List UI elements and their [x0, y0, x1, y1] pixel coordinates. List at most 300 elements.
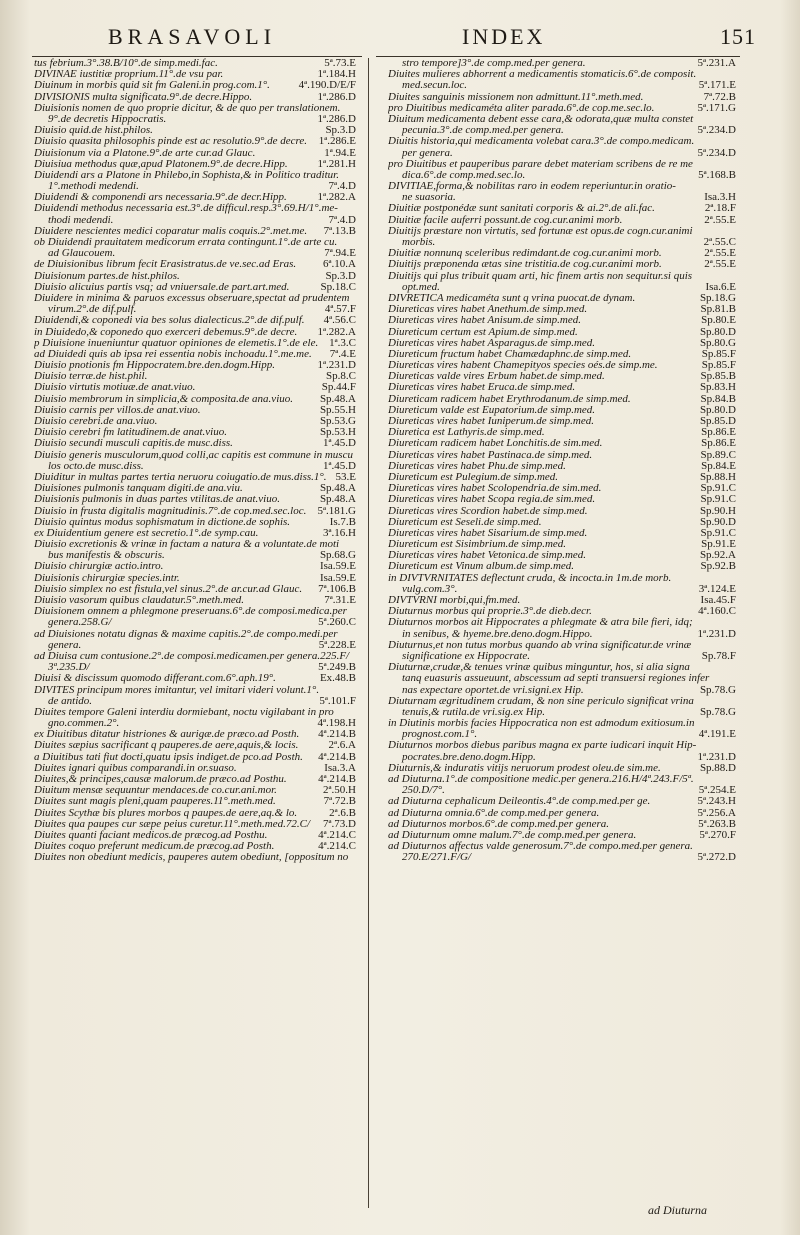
index-entry-text: Diuturnæ,crudæ,& tenues vrinæ quibus minguntur, hos, si alia signa: [388, 662, 690, 674]
index-entry: [34, 662, 356, 673]
index-entry: [388, 215, 736, 226]
index-entry: [388, 360, 736, 371]
index-entry-text: 270.E/271.F/G/: [402, 852, 472, 864]
index-entry: [388, 573, 736, 584]
index-entry-reference: 7ª.94.E: [324, 248, 356, 260]
index-entry-text: Diuidere in minima & paruos excessus obseruare,spectat ad prudentem: [34, 292, 350, 304]
index-entry-reference: 5ª.73.E: [324, 58, 356, 69]
index-entry-reference: 4ª.190.D/E/F: [298, 80, 356, 92]
index-entry: [34, 438, 356, 449]
index-entry-text: Diureticum est Pulegium.de simp.med.: [388, 471, 559, 483]
index-entry-text: Diuites qua paupes cur sæpe peius curetur.11°.meth.med.72.C/: [34, 818, 311, 830]
index-entry: [388, 304, 736, 315]
index-entry-text: 1°.methodi medendi.: [48, 181, 139, 193]
index-entry-reference: 7ª.73.D: [323, 818, 356, 830]
index-entry: [388, 450, 736, 461]
index-entry: [388, 58, 736, 69]
index-entry-text: Diuisio secundi musculi capitis.de musc.diss.: [34, 438, 233, 450]
index-entry: [388, 427, 736, 438]
index-entry-text: pro Diuitibus et pauperibus parare debet materiam scribens de re me: [388, 158, 693, 170]
index-entry: [34, 629, 356, 640]
index-entry-text: Diuisio quasita philosophis pinde est ac resolutio.9°.de decre.: [34, 136, 308, 148]
index-entry-reference: 7ª.106.B: [318, 583, 356, 595]
index-entry-reference: 4ª.56.C: [323, 315, 356, 327]
index-entry: [388, 248, 736, 259]
index-entry: [388, 774, 736, 785]
index-entry-text: Diuturnos morbos ait Hippocrates a phlegmate & atra bile fieri, idq;: [388, 617, 693, 629]
index-entry: [388, 382, 736, 393]
index-entry-reference: 7ª.13.B: [323, 225, 356, 237]
index-entry-text: Diuites Scythæ bis plures morbos q paupes.de aere,aq.& lo.: [34, 807, 298, 819]
index-entry-reference: Isa.59.E: [319, 561, 356, 573]
index-entry: [388, 539, 736, 550]
index-entry-text: Diuisio excretionis & vrinæ in factam a natura & a voluntate.de moti: [34, 539, 340, 551]
index-entry-reference: 1ª.282.A: [317, 326, 356, 338]
index-entry-text: ad Diuturna.1°.de compositione medic.per genera.216.H/4ª.243.F/5ª.: [388, 774, 694, 785]
index-entry: [388, 494, 736, 505]
index-entry-text: a Diuitibus tati fiut docti,quatu ipsis indiget.de pco.ad Posth.: [34, 751, 303, 763]
index-entry-reference: 4ª.198.H: [317, 718, 356, 730]
index-entry-text: Diureticas vires habet Asparagus.de simp.med.: [388, 337, 596, 349]
index-entry: [34, 315, 356, 326]
right-running-title: INDEX: [462, 24, 546, 49]
index-entry: [388, 517, 736, 528]
index-entry-text: Diureticum est Vinum album.de simp.med.: [388, 561, 575, 573]
index-entry: [388, 69, 736, 80]
index-entry: [388, 438, 736, 449]
index-entry: [388, 629, 736, 640]
index-entry-text: de antido.: [48, 695, 92, 707]
index-entry-text: Diuitijs præstare non virtutis, sed fortunæ est opus.de cogn.cur.animi: [388, 225, 693, 237]
index-entry-reference: 7ª.31.E: [324, 595, 356, 606]
index-entry: [34, 58, 356, 69]
index-entry-reference: Sp.78.F: [701, 650, 736, 662]
index-entry: [34, 371, 356, 382]
index-entry: [34, 718, 356, 729]
index-entry-text: Diureticas vires habet Sisarium.de simp.med.: [388, 527, 588, 539]
index-entry: [388, 640, 736, 651]
index-entry-text: Diuisi & discissum quomodo differant.com.6°.aph.19°.: [34, 673, 276, 685]
index-entry-reference: Sp.48.A: [319, 393, 356, 405]
index-entry: [388, 282, 736, 293]
index-entry: [34, 237, 356, 248]
index-entry-reference: 5ª.231.A: [697, 58, 736, 69]
index-entry: [34, 606, 356, 617]
index-entry-text: Diuitiæ postponédæ sunt sanitati corporis & ai.2°.de ali.fac.: [388, 203, 655, 215]
index-entry-reference: 5ª.243.H: [697, 796, 736, 808]
index-entry-text: Diuisio chirurgiæ actio.intro.: [34, 561, 164, 573]
index-entry-text: Diuitiæ nonnunq sceleribus redimdant.de cog.cur.animi morb.: [388, 248, 662, 260]
index-entry: [388, 617, 736, 628]
index-entry: [388, 226, 736, 237]
index-entry: [34, 349, 356, 360]
index-entry-text: Diuidendi & componendi ars necessaria.9°.de decr.Hipp.: [34, 192, 287, 204]
index-entry-reference: 2ª.55.C: [703, 237, 736, 248]
index-entry: [34, 517, 356, 528]
index-entry-reference: Sp.91.C: [700, 527, 736, 539]
index-entry-text: pro Diuitibus medicaméta aliter parada.6°.de cop.me.sec.lo.: [388, 102, 655, 114]
index-entry-text: Diureticas vires habet Anethum.de simp.med.: [388, 304, 588, 316]
index-entry: [388, 394, 736, 405]
index-entry: [34, 729, 356, 740]
index-entry-reference: Sp.90.D: [699, 516, 736, 528]
index-entry-text: Diuites non obediunt medicis, pauperes autem obediunt, [oppositum no: [34, 852, 349, 864]
index-entry-text: Diureticum fructum habet Chamædaphnc.de simp.med.: [388, 348, 632, 360]
index-entry-reference: 2ª.18.F: [704, 203, 736, 215]
index-entry-text: Diuidendi ars a Platone in Philebo,in Sophista,& in Politico traditur.: [34, 169, 339, 181]
index-entry-reference: 1ª.45.D: [323, 438, 356, 450]
index-entry-reference: 5ª.181.G: [317, 505, 356, 517]
index-entry-reference: Sp.18.C: [320, 281, 356, 293]
index-entry-reference: Sp.53.H: [319, 427, 356, 439]
index-entry: [388, 707, 736, 718]
index-entry-text: Diuitijs qui plus tribuit quam arti, hic finem artis non sequitur.si quis: [388, 270, 693, 282]
index-entry: [34, 203, 356, 214]
index-entry-text: Diureticum certum est Apium.de simp.med.: [388, 326, 578, 338]
index-entry-text: ad Diuisiones notatu dignas & maxime capitis.2°.de compo.medi.per: [34, 628, 338, 640]
index-entry-reference: Sp.84.E: [701, 460, 736, 472]
index-entry: [388, 315, 736, 326]
index-entry: [388, 293, 736, 304]
index-entry: [388, 662, 736, 673]
index-entry-text: DIVRETICA medicaméta sunt q vrina puocat.de dynam.: [388, 292, 636, 304]
index-entry-reference: 7ª.4.E: [329, 348, 356, 360]
index-entry-text: Diuitum medicamenta debent esse cara,& odorata,quæ multa constet: [388, 113, 694, 125]
index-entry-text: Diureticum est Sisimbrium.de simp.med.: [388, 539, 567, 551]
index-entry: [34, 461, 356, 472]
index-entry-reference: Sp.78.G: [699, 706, 736, 718]
index-entry-reference: Sp.68.G: [319, 550, 356, 562]
index-entry-reference: 1ª.231.D: [697, 751, 736, 763]
index-entry-text: ex Diuitibus ditatur histriones & aurigæ.de præco.ad Posth.: [34, 729, 300, 741]
index-entry-text: ad Diuturnos affectus valde generosum.7°.de compo.med.per genera.: [388, 841, 693, 853]
index-entry: [388, 506, 736, 517]
index-entry-reference: Sp.48.A: [319, 494, 356, 506]
index-entry: [388, 606, 736, 617]
index-entry: [34, 159, 356, 170]
index-entry-reference: 5ª.234.D: [697, 125, 736, 137]
index-entry-reference: 1ª.281.H: [317, 158, 356, 170]
index-entry: [388, 170, 736, 181]
index-entry-text: in Diutinis morbis facies Hippocratica non est admodum exitiosum.in: [388, 718, 695, 730]
index-entry: [34, 651, 356, 662]
index-entry-reference: Sp.91.E: [701, 539, 736, 551]
index-entry-reference: Sp.18.G: [699, 292, 736, 304]
index-entry: [34, 92, 356, 103]
index-entry: [388, 103, 736, 114]
index-entry: [34, 427, 356, 438]
index-entry: [34, 506, 356, 517]
index-entry: [388, 327, 736, 338]
index-entry-text: DIVITES principum mores imitantur, vel imitari videri volunt.1°.: [34, 684, 320, 696]
right-index-column: [388, 58, 736, 864]
index-entry: [388, 584, 736, 595]
index-entry: [388, 80, 736, 91]
index-entry-reference: Sp.86.E: [701, 438, 736, 450]
index-entry-reference: 7ª.4.D: [328, 181, 356, 193]
index-entry: [388, 148, 736, 159]
index-entry: [388, 181, 736, 192]
index-entry-text: vulg.com.3°.: [402, 583, 458, 595]
index-entry-text: Diuites tempore Galeni interdiu dormiebant, noctu vigilabant in pro: [34, 706, 334, 718]
index-entry-reference: 2ª.55.E: [704, 259, 736, 271]
index-entry-text: Diureticas vires habet Eruca.de simp.med.: [388, 382, 576, 394]
index-entry: [388, 483, 736, 494]
index-entry: [388, 338, 736, 349]
index-entry-text: ad Diuturnos morbos.6°.de comp.med.per genera.: [388, 818, 610, 830]
left-index-column: [34, 58, 356, 864]
index-entry-reference: 1ª.45.D: [323, 460, 356, 472]
running-header: [0, 14, 800, 54]
index-entry: [388, 259, 736, 270]
index-entry-text: med.secun.loc.: [402, 80, 468, 92]
index-entry-text: Diuisionum partes.de hist.philos.: [34, 270, 180, 282]
index-entry-text: Diureticas vires habent Chamepityos species oés.de simp.me.: [388, 360, 658, 372]
index-entry-text: Diureticas vires habet Scolopendria.de sim.med.: [388, 483, 602, 495]
index-entry: [388, 371, 736, 382]
index-entry: [388, 159, 736, 170]
index-entry: [388, 729, 736, 740]
index-entry: [34, 785, 356, 796]
index-entry: [388, 841, 736, 852]
index-entry: [34, 170, 356, 181]
index-entry-reference: 5ª.272.D: [697, 852, 736, 864]
index-entry-text: Diuisio alicuius partis vsq; ad vniuersale.de part.art.med.: [34, 281, 290, 293]
index-entry-text: Diureticas vires habet Pastinaca.de simp.med.: [388, 449, 593, 461]
index-entry-reference: 4ª.57.F: [324, 304, 356, 316]
index-entry: [388, 785, 736, 796]
index-entry-text: prognost.com.1°.: [402, 729, 478, 741]
index-entry-text: Diuitis historia,qui medicamenta volebat cara.3°.de compo.medicam.: [388, 136, 695, 148]
index-entry-reference: 4ª.214.B: [318, 729, 356, 741]
index-entry-reference: Is.7.B: [329, 516, 356, 528]
index-entry-text: Diuisionis pulmonis in duas partes vtilitas.de anat.viuo.: [34, 494, 280, 506]
index-entry: [34, 472, 356, 483]
index-entry-reference: 5ª.228.E: [318, 639, 356, 651]
index-entry-reference: Sp.44.F: [321, 382, 356, 394]
index-entry-reference: 4ª.214.B: [318, 751, 356, 763]
index-entry-text: Diureticum valde est Eupatorium.de simp.med.: [388, 404, 596, 416]
index-entry-reference: 5ª.168.B: [698, 169, 736, 181]
index-entry-reference: 5ª.171.G: [697, 102, 736, 114]
index-entry-text: los octo.de musc.diss.: [48, 460, 144, 472]
index-entry: [388, 136, 736, 147]
index-entry-text: DIVINAE iustitiæ proprium.11°.de vsu par.: [34, 69, 224, 81]
index-entry: [34, 80, 356, 91]
index-entry: [34, 573, 356, 584]
index-entry-text: Diuisio pnotionis fm Hippocratem.bre.den.dogm.Hipp.: [34, 360, 275, 372]
index-entry-reference: Sp.3.D: [325, 270, 356, 282]
index-entry: [388, 718, 736, 729]
index-entry: [34, 550, 356, 561]
index-entry-reference: Sp.78.G: [699, 684, 736, 696]
index-entry: [388, 651, 736, 662]
index-entry-text: significatione ex Hippocrate.: [402, 650, 530, 662]
index-entry: [388, 92, 736, 103]
index-entry-reference: 5ª.256.A: [697, 807, 736, 819]
index-entry-reference: Sp.88.H: [699, 471, 736, 483]
left-running-title: BRASAVOLI: [108, 24, 277, 49]
index-entry-reference: Sp.81.B: [700, 304, 736, 316]
header-rule-left: [32, 56, 362, 57]
index-entry-text: Diuisio in frusta digitalis magnitudinis.7°.de cop.med.sec.loc.: [34, 505, 307, 517]
index-entry-text: genera.: [48, 639, 82, 651]
index-entry: [34, 483, 356, 494]
index-entry-text: Diureticam radicem habet Lonchitis.de sim.med.: [388, 438, 603, 450]
index-entry: [388, 550, 736, 561]
index-entry: [34, 539, 356, 550]
index-entry-reference: Sp.3.D: [325, 125, 356, 137]
index-entry-text: 250.D/7°.: [402, 785, 445, 797]
index-entry-reference: 5ª.260.C: [318, 617, 356, 629]
index-entry-text: Diureticas vires habet Phu.de simp.med.: [388, 460, 566, 472]
index-entry-reference: Ex.48.B: [319, 673, 356, 685]
index-entry-text: Diuinum in morbis quid sit fm Galeni.in prog.com.1°.: [34, 80, 270, 92]
index-entry-reference: Sp.8.C: [326, 371, 356, 383]
index-entry-reference: Isa.6.E: [705, 281, 736, 293]
index-entry-text: bus manifestis & obscuris.: [48, 550, 165, 562]
page-number: 151: [720, 24, 756, 49]
index-entry-reference: Sp.85.D: [699, 416, 736, 427]
index-entry-text: tenuis,& rutila.de vri.sig.ex Hip.: [402, 706, 545, 718]
index-entry-text: ad Diuidedi quis ab ipsa rei essentia nobis inchoadu.1°.me.me.: [34, 348, 312, 360]
index-entry-text: ad Glaucouem.: [48, 248, 116, 260]
index-entry: [34, 752, 356, 763]
index-entry-reference: Sp.55.H: [319, 404, 356, 416]
index-entry-text: Diuturnam ægritudinem crudam, & non sine periculo significat vrina: [388, 695, 694, 707]
index-entry-reference: 4ª.214.C: [318, 829, 356, 841]
index-entry-text: Diuiditur in multas partes tertia neruoru coiugatio.de mus.diss.1°.: [34, 471, 327, 483]
index-entry-reference: Sp.48.A: [319, 483, 356, 495]
index-entry-text: in Diuidedo,& coponedo quo exerceri debemus.9°.de decre.: [34, 326, 298, 338]
index-entry-reference: 5ª.254.E: [698, 785, 736, 797]
index-entry-reference: 1ª.286.D: [317, 91, 356, 103]
index-entry-reference: Isa.3.H: [704, 192, 736, 204]
index-entry-text: Diureticas vires habet Vetonica.de simp.med.: [388, 550, 587, 562]
index-entry: [34, 685, 356, 696]
index-entry-text: ne suasoria.: [402, 192, 456, 204]
index-entry-text: Diuisio vasorum quibus claudatur.5°.meth.med.: [34, 595, 245, 606]
index-entry: [34, 673, 356, 684]
index-entry: [34, 819, 356, 830]
index-entry-text: Diuites mulieres abhorrent a medicamentis stomaticis.6°.de composit.: [388, 69, 697, 81]
index-entry-text: nas expectare oportet.de vri.signi.ex Hip.: [402, 684, 584, 696]
index-entry-reference: Sp.85.F: [701, 348, 736, 360]
index-entry: [34, 382, 356, 393]
index-entry-reference: Sp.91.C: [700, 494, 736, 506]
index-entry-text: tus febrium.3°.38.B/10°.de simp.medi.fac.: [34, 58, 218, 69]
index-entry: [34, 774, 356, 785]
index-entry: [34, 148, 356, 159]
index-entry: [388, 852, 736, 863]
index-entry: [34, 763, 356, 774]
index-entry-reference: Isa.3.A: [324, 762, 356, 774]
index-entry-reference: 2ª.55.E: [704, 248, 736, 260]
index-entry-text: Diuisio cerebri.de ana.viuo.: [34, 416, 158, 427]
index-entry-text: Diureticas vires Scordion habet.de simp.med.: [388, 505, 588, 517]
index-entry-text: Diuisionum via a Platone.9°.de arte cur.ad Glauc.: [34, 147, 256, 159]
index-entry-text: Diuites sunt magis pleni,quam pauperes.11°.meth.med.: [34, 796, 276, 808]
index-entry-reference: 5ª.263.B: [698, 818, 736, 830]
index-entry-reference: 1ª.231.D: [317, 360, 356, 372]
index-entry: [34, 103, 356, 114]
index-entry: [388, 405, 736, 416]
index-entry-reference: 4ª.191.E: [698, 729, 736, 741]
index-entry: [388, 763, 736, 774]
index-entry-text: Diureticas vires habet Anisum.de simp.med.: [388, 315, 581, 327]
index-entry-reference: Sp.80.D: [699, 326, 736, 338]
index-entry-text: morbis.: [402, 237, 436, 248]
index-entry-text: ad Diuturna cephalicum Deileontis.4°.de comp.med.per ge.: [388, 796, 651, 808]
index-entry: [388, 349, 736, 360]
index-entry-reference: Sp.89.C: [700, 449, 736, 461]
index-entry: [34, 528, 356, 539]
index-entry: [388, 819, 736, 830]
index-entry-text: ex Diuidentium genere est secretio.1°.de symp.cau.: [34, 527, 259, 539]
index-entry: [34, 640, 356, 651]
index-entry-reference: 1ª.94.E: [324, 147, 356, 159]
index-entry: [34, 450, 356, 461]
index-entry-reference: 3ª.124.E: [698, 583, 736, 595]
index-entry-text: Diuturnus morbus qui proprie.3°.de dieb.decr.: [388, 606, 592, 618]
index-entry-reference: Sp.88.D: [699, 762, 736, 774]
index-entry-text: Diuretica est Lathyris.de simp.med.: [388, 427, 545, 439]
index-entry: [34, 595, 356, 606]
index-entry: [34, 617, 356, 628]
index-entry-reference: 1ª.184.H: [317, 69, 356, 81]
index-entry-text: de Diuisionibus librum fecit Erasistratus.de ve.sec.ad Eras.: [34, 259, 297, 271]
index-entry-reference: 1ª.286.D: [317, 113, 356, 125]
index-entry: [34, 584, 356, 595]
index-entry-reference: Sp.85.B: [700, 371, 736, 383]
index-entry-reference: 2ª.50.H: [323, 785, 356, 797]
index-entry: [34, 114, 356, 125]
index-entry-reference: Sp.84.B: [700, 393, 736, 405]
index-entry: [388, 752, 736, 763]
index-entry: [388, 271, 736, 282]
index-entry-text: genera.258.G/: [48, 617, 112, 629]
index-entry: [388, 696, 736, 707]
index-entry-reference: 2ª.55.E: [704, 214, 736, 226]
index-entry-reference: 5ª.249.B: [318, 662, 356, 674]
index-entry: [34, 259, 356, 270]
index-entry-text: Diuisiones pulmonis tanquam digiti.de ana.viu.: [34, 483, 243, 495]
index-entry-text: gno.commen.2°.: [48, 718, 120, 730]
index-entry-text: Diuisio simplex no est fistula,vel sinus.2°.de ar.cur.ad Glauc.: [34, 583, 303, 595]
index-entry-text: Diureticam radicem habet Erythrodanum.de simp.med.: [388, 393, 631, 405]
index-entry-text: ad Diuturna omnia.6°.de comp.med.per genera.: [388, 807, 600, 819]
index-entry-text: Diuidendi,& coponedi via bes solus dialecticus.2°.de dif.pulf.: [34, 315, 305, 327]
index-entry: [34, 226, 356, 237]
index-entry: [388, 416, 736, 427]
index-entry-reference: 7ª.72.B: [703, 91, 736, 103]
index-entry-text: ad Diuisa cum contusione.2°.de composi.medicamen.per genera.225.F/: [34, 650, 350, 662]
index-entry-reference: 2ª.6.B: [329, 807, 356, 819]
index-entry: [34, 416, 356, 427]
index-entry-text: Diuites,& principes,causæ malorum.de præco.ad Posthu.: [34, 774, 287, 785]
index-entry: [388, 673, 736, 684]
index-entry: [34, 405, 356, 416]
index-entry-text: pocrates.bre.deno.dogm.Hipp.: [402, 751, 536, 763]
index-entry: [34, 248, 356, 259]
index-entry-text: Diuisio quid.de hist.philos.: [34, 125, 153, 137]
index-entry-reference: 5ª.234.D: [697, 147, 736, 159]
index-entry-text: DIVTVRNI morbi,qui,fm.med.: [388, 595, 521, 606]
index-entry-reference: 5ª.270.F: [699, 829, 736, 841]
index-entry-text: Diuites ignari quibus comparandi.in or.suaso.: [34, 762, 237, 774]
index-entry-text: Diuisionem omnem a phlegmone preseruans.6°.de composi.medica.per: [34, 606, 347, 618]
index-entry-reference: 53.E: [335, 471, 356, 483]
